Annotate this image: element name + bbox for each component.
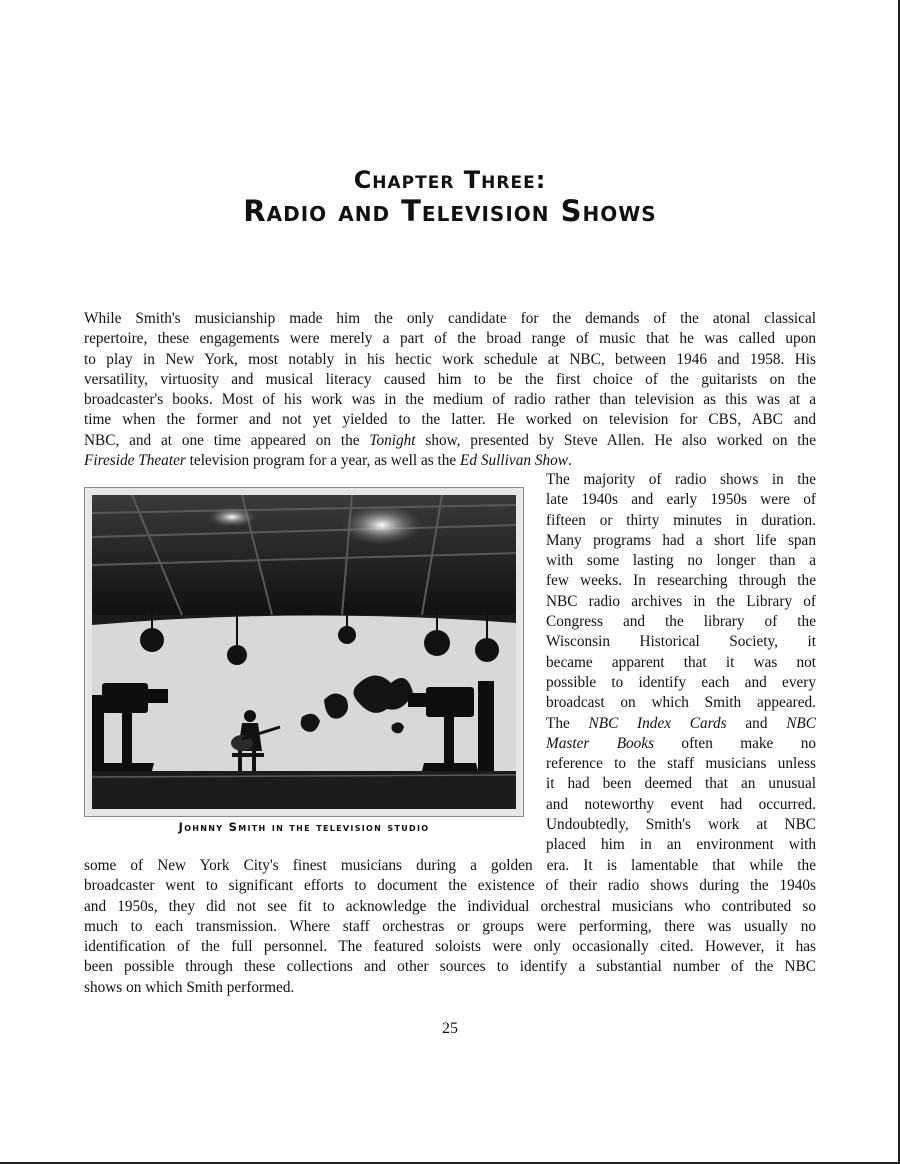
text-line: shows on which Smith performed. xyxy=(84,978,295,996)
text-line: The majority of radio shows in the xyxy=(546,471,816,488)
text-line: possible to identify each and every xyxy=(546,673,816,691)
text-line: and noteworthy event had occurred. xyxy=(546,795,816,813)
paragraph-radio-shows xyxy=(546,470,816,856)
page-number: 25 xyxy=(442,1020,458,1037)
text-line: late 1940s and early 1950s were of xyxy=(546,491,816,509)
paragraph-radio-shows-continued xyxy=(84,856,816,998)
chapter-label: Chapter Three: xyxy=(353,166,547,194)
text-line: it had been deemed that an unusual xyxy=(546,775,816,793)
text-line: repertoire, these engagements were merely a part of the broad range of music that he was called upon xyxy=(84,330,816,348)
text-line: Congress and the library of the xyxy=(546,613,816,631)
text-line: time when the former and not yet yielded to the latter. He worked on television for CBS, ABC and xyxy=(84,411,816,429)
show-title-fireside-theater: Fireside Theater xyxy=(84,452,186,470)
text-line: much to each transmission. Where staff orchestras or groups were performing, there was usually no xyxy=(84,917,816,935)
text-line: broadcaster went to significant efforts to document the existence of their radio shows during the 1940s xyxy=(84,877,816,895)
show-title-tonight: Tonight xyxy=(369,431,416,449)
text-line: fifteen or thirty minutes in duration. xyxy=(546,511,816,529)
ref-nbc: NBC xyxy=(786,714,816,732)
text-line: broadcaster's books. Most of his work was in the medium of radio rather than television as this was at a xyxy=(84,391,816,409)
photo-caption: Johnny Smith in the television studio xyxy=(178,820,430,834)
text-line: versatility, virtuosity and musical literacy caused him to be the first choice of the guitarists on the xyxy=(84,370,816,388)
chapter-title: Radio and Television Shows xyxy=(243,194,657,228)
text-line: NBC radio archives in the Library of xyxy=(546,592,816,610)
show-title-ed-sullivan: Ed Sullivan Show xyxy=(460,452,568,470)
text-line: reference to the staff musicians unless xyxy=(546,755,816,773)
text-line: to play in New York, most notably in his hectic work schedule at NBC, between 1946 and 1958. His xyxy=(84,350,816,368)
text-line: While Smith's musicianship made him the only candidate for the demands of the atonal classical xyxy=(84,310,816,327)
text-line: placed him in an environment with xyxy=(546,836,816,854)
text-line: Fireside Theater television program for a year, as well as the Ed Sullivan Show. xyxy=(84,452,572,470)
text-line: Master Books often make no xyxy=(546,734,816,752)
television-studio-photo-icon xyxy=(92,495,516,809)
text-line: The NBC Index Cards and NBC xyxy=(546,714,816,732)
text-line: few weeks. In researching through the xyxy=(546,572,816,590)
ref-nbc-index-cards: NBC Index Cards xyxy=(588,714,727,732)
text-line: broadcast on which Smith appeared. xyxy=(546,694,816,712)
ref-master-books: Master Books xyxy=(546,734,655,752)
text-line: Many programs had a short life span xyxy=(546,531,816,549)
text-line: been possible through these collections and other sources to identify a substantial number of the NBC xyxy=(84,958,816,976)
text-line: NBC, and at one time appeared on the Tonight show, presented by Steve Allen. He also worked on the xyxy=(84,431,816,449)
text-line: identification of the full personnel. The featured soloists were only occasionally cited. However, it has xyxy=(84,938,816,956)
text-line: and 1950s, they did not see fit to acknowledge the individual orchestral musicians who contributed so xyxy=(84,897,816,915)
paragraph-intro xyxy=(84,309,816,471)
studio-photo xyxy=(84,487,524,817)
text-line: Undoubtedly, Smith's work at NBC xyxy=(546,816,816,834)
text-line: some of New York City's finest musicians during a golden era. It is lamentable that while the xyxy=(84,857,816,874)
text-line: Wisconsin Historical Society, it xyxy=(546,633,816,651)
text-line: became apparent that it was not xyxy=(546,653,816,671)
text-line: with some lasting no longer than a xyxy=(546,552,816,570)
